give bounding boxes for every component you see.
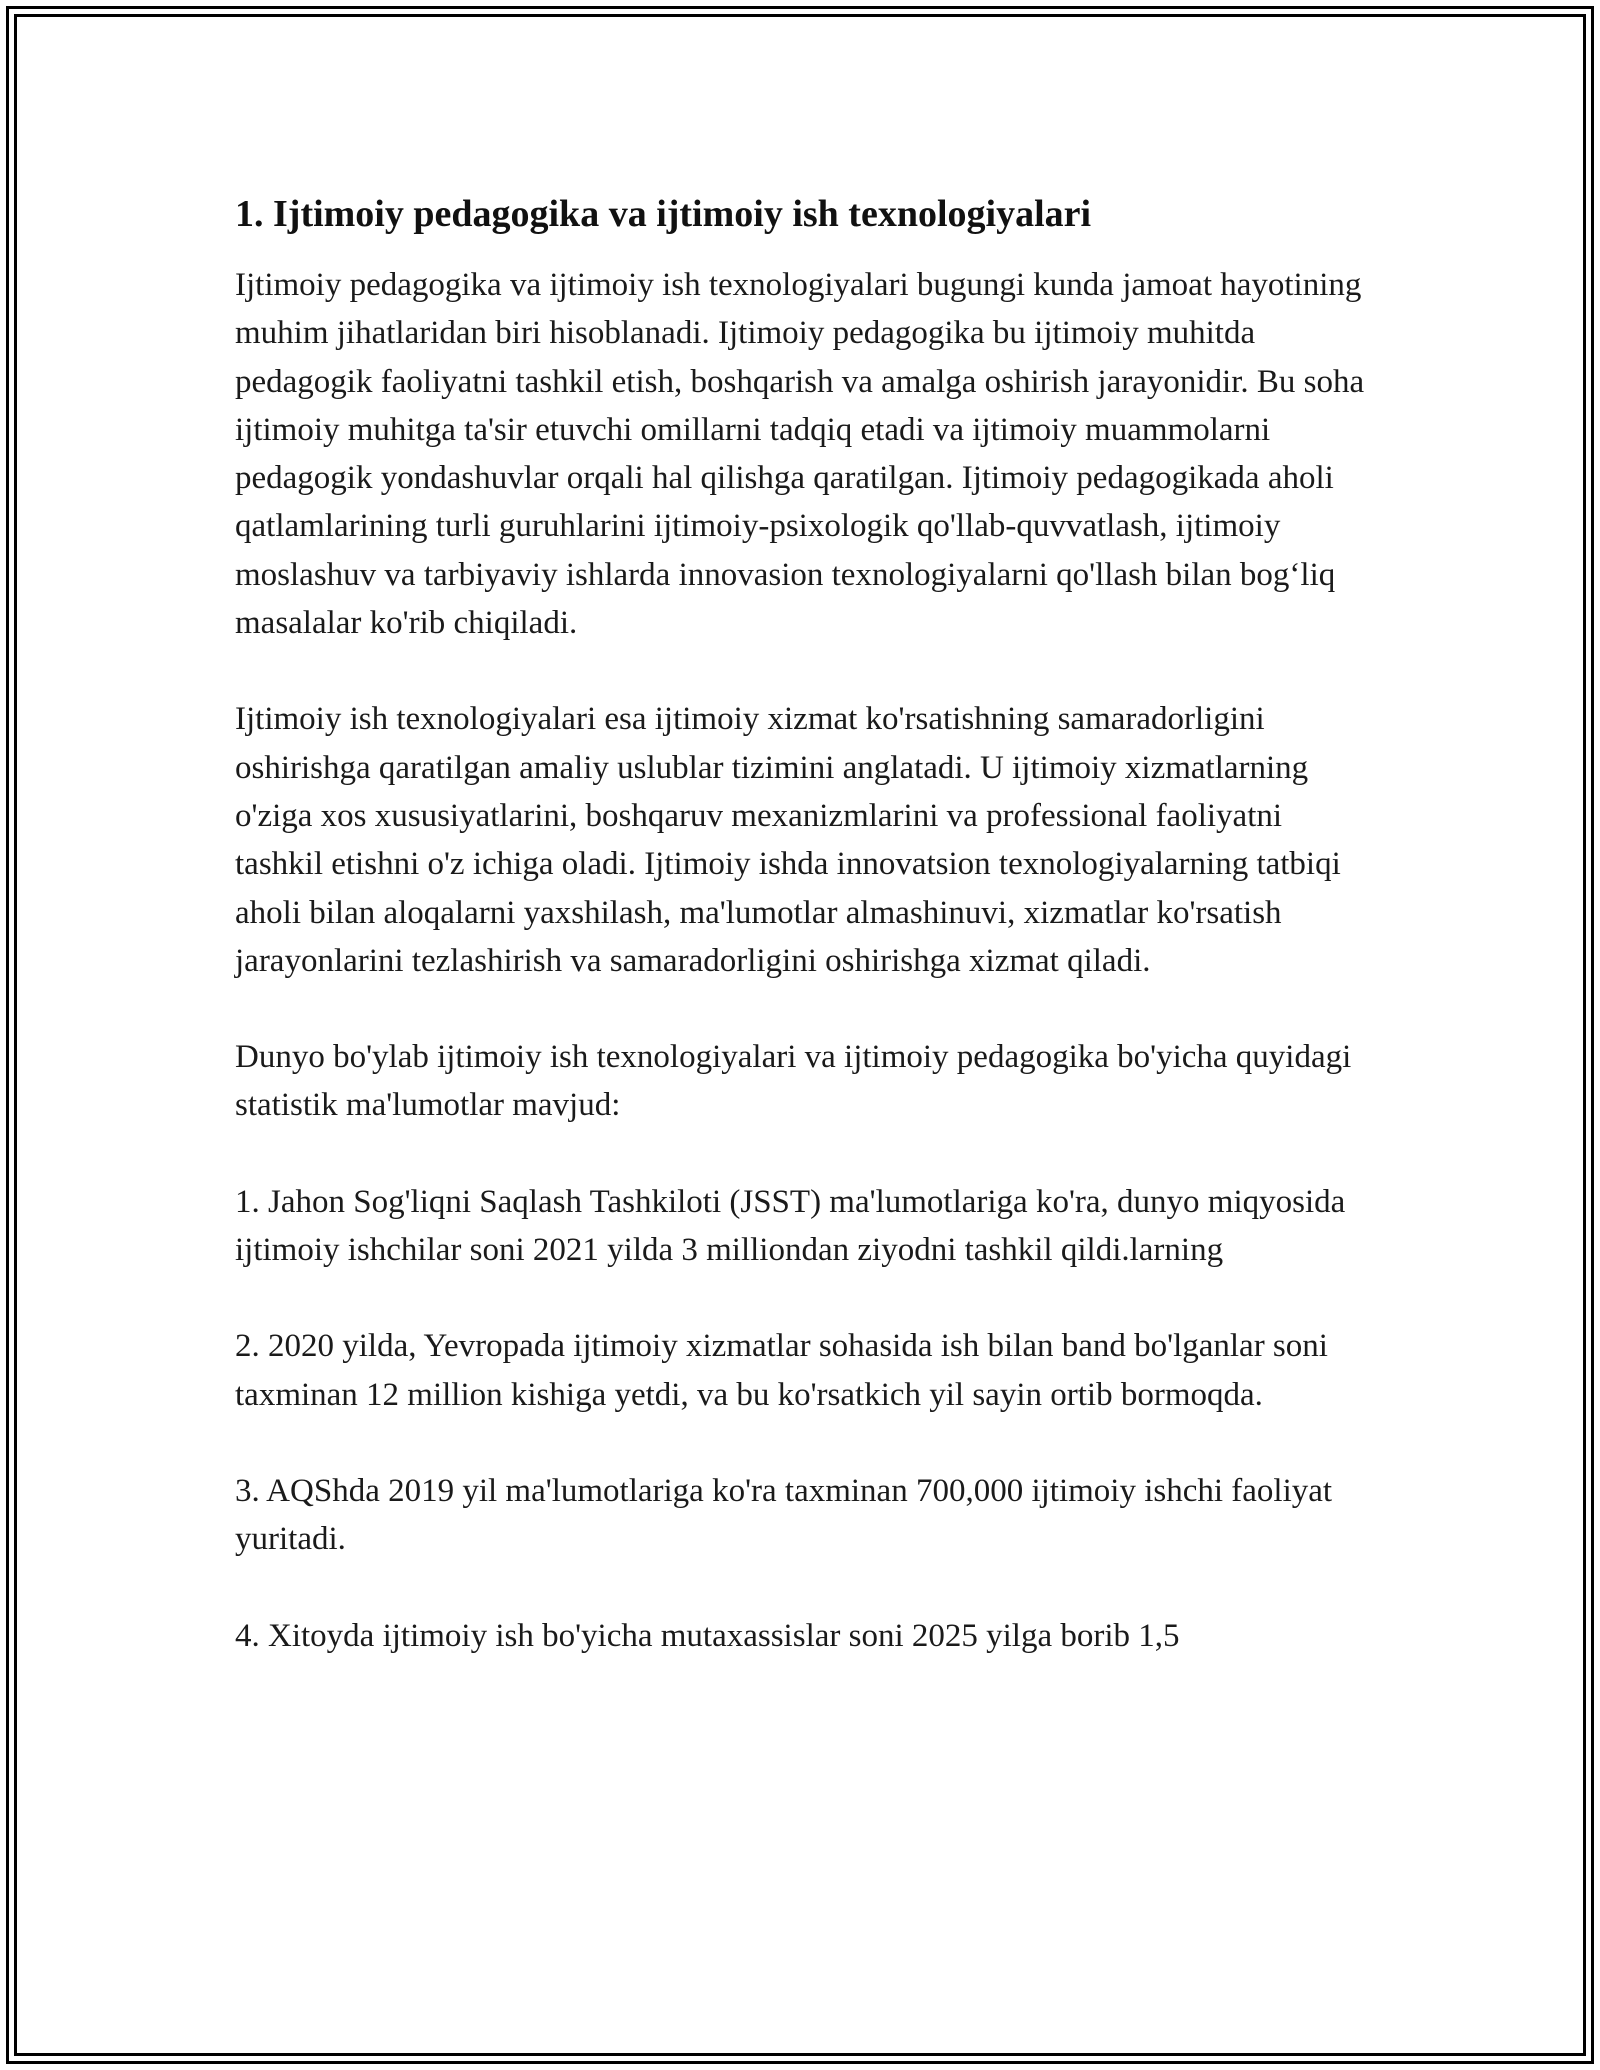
- intro-paragraph: Ijtimoiy pedagogika va ijtimoiy ish texnologiyalari bugungi kunda jamoat hayotining muhim jihatlaridan biri hisoblanadi. Ijtimoiy pedagogika bu ijtimoiy muhitda pedagogik faoliyatni tashkil etish, boshqarish va amalga oshirish jarayonidir. Bu soha ijtimoiy muhitga ta'sir etuvchi omillarni tadqiq etadi va ijtimoiy muammolarni pedagogik yondashuvlar orqali hal qilishga qaratilgan. Ijtimoiy pedagogikada aholi qatlamlarining turli guruhlarini ijtimoiy-psixologik qo'llab-quvvatlash, ijtimoiy moslashuv va tarbiyaviy ishlarda innovasion texnologiyalarni qo'llash bilan bog‘liq masalalar ko'rib chiqiladi.: [235, 267, 1365, 642]
- social-work-paragraph: Ijtimoiy ish texnologiyalari esa ijtimoiy xizmat ko'rsatishning samaradorligini oshirishga qaratilgan amaliy uslublar tizimini anglatadi. U ijtimoiy xizmatlarning o'ziga xos xususiyatlarini, boshqaruv mexanizmlarini va professional faoliyatni tashkil etishni o'z ichiga oladi. Ijtimoiy ishda innovatsion texnologiyalarning tatbiqi aholi bilan aloqalarni yaxshilash, ma'lumotlar almashinuvi, xizmatlar ko'rsatish jarayonlarini tezlashirish va samaradorligini oshirishga xizmat qiladi.: [235, 701, 1341, 979]
- statistic-item-2: 2. 2020 yilda, Yevropada ijtimoiy xizmatlar sohasida ish bilan band bo'lganlar soni taxminan 12 million kishiga yetdi, va bu ko'rsatkich yil sayin ortib bormoqda.: [235, 1328, 1328, 1413]
- statistic-item-4: 4. Xitoyda ijtimoiy ish bo'yicha mutaxassislar soni 2025 yilga borib 1,5: [235, 1617, 1180, 1654]
- statistics-intro-paragraph: Dunyo bo'ylab ijtimoiy ish texnologiyalari va ijtimoiy pedagogika bo'yicha quyidagi statistik ma'lumotlar mavjud:: [235, 1039, 1352, 1124]
- statistic-item-1: 1. Jahon Sog'liqni Saqlash Tashkiloti (JSST) ma'lumotlariga ko'ra, dunyo miqyosida ijtimoiy ishchilar soni 2021 yilda 3 milliondan ziyodni tashkil qildi.larning: [235, 1183, 1346, 1269]
- document-body: [235, 185, 1375, 1660]
- statistic-item-3: 3. AQShda 2019 yil ma'lumotlariga ko'ra taxminan 700,000 ijtimoiy ishchi faoliyat yuritadi.: [235, 1472, 1333, 1558]
- section-heading: 1. Ijtimoiy pedagogika va ijtimoiy ish texnologiyalari: [235, 193, 1092, 235]
